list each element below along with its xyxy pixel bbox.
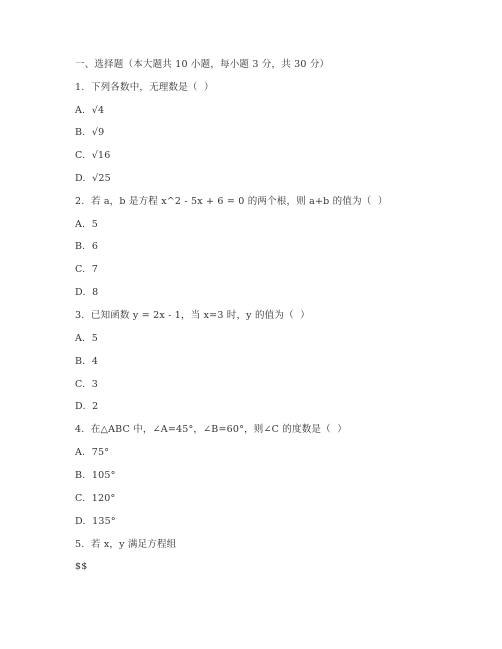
question-5-stem: 5. 若 x，y 满足方程组 [75, 539, 177, 550]
question-2-stem: 2. 若 a，b 是方程 x^2 - 5x + 6 = 0 的两个根，则 a+b 的值为（ ） [75, 196, 388, 207]
question-1-option-d: D. √25 [75, 173, 111, 184]
question-2-option-c: C. 7 [75, 264, 99, 275]
question-1-stem: 1. 下列各数中，无理数是（ ） [75, 82, 214, 93]
question-3-stem: 3. 已知函数 y = 2x - 1，当 x=3 时，y 的值为（ ） [75, 310, 310, 321]
question-3-option-c: C. 3 [75, 379, 99, 390]
question-2-option-a: A. 5 [75, 219, 98, 230]
question-1-option-c: C. √16 [75, 150, 111, 161]
question-4-stem: 4. 在△ABC 中，∠A=45°，∠B=60°，则∠C 的度数是（ ） [75, 424, 347, 435]
math-placeholder: $$ [75, 561, 88, 572]
question-4-option-d: D. 135° [75, 516, 116, 527]
section-title: 一、选择题（本大题共 10 小题，每小题 3 分，共 30 分） [75, 59, 330, 70]
question-1-option-b: B. √9 [75, 127, 105, 138]
question-3-option-b: B. 4 [75, 356, 99, 367]
question-4-option-b: B. 105° [75, 470, 116, 481]
question-4-option-a: A. 75° [75, 447, 110, 458]
question-1-option-a: A. √4 [75, 105, 105, 116]
question-3-option-d: D. 2 [75, 401, 99, 412]
question-2-option-b: B. 6 [75, 241, 99, 252]
question-4-option-c: C. 120° [75, 493, 116, 504]
question-2-option-d: D. 8 [75, 287, 99, 298]
question-3-option-a: A. 5 [75, 333, 98, 344]
